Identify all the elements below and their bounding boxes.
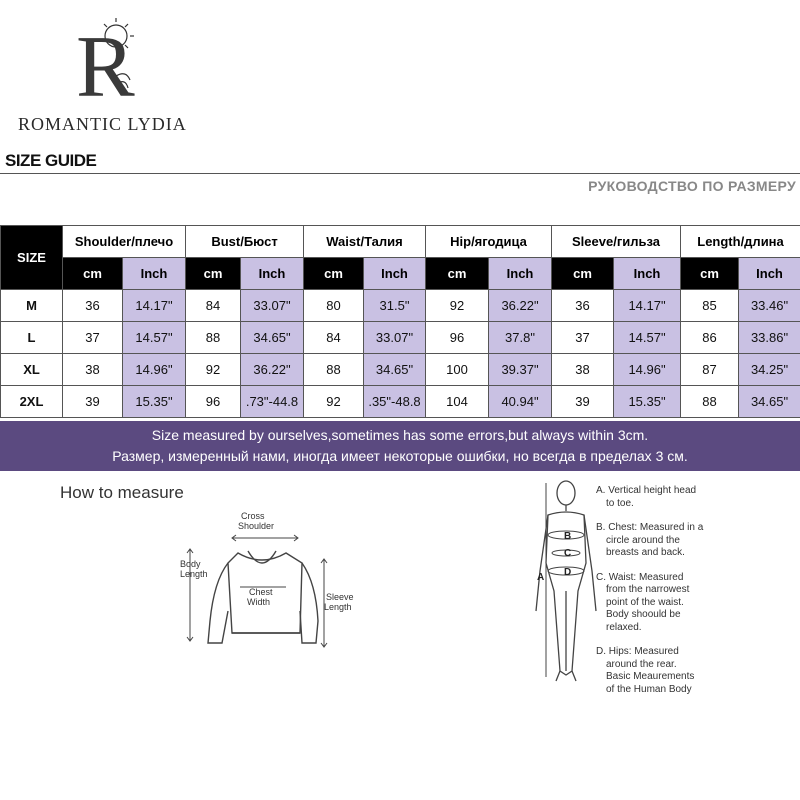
table-cell: 36.22" <box>489 290 552 322</box>
legend-item-hips <box>596 646 796 696</box>
marker-a: A <box>537 572 545 583</box>
cross-shoulder-label: Cross <box>241 511 265 521</box>
chest-width-label: Chest <box>249 587 273 597</box>
table-cell: 14.57" <box>123 322 186 354</box>
unit-header-cm: cm <box>186 258 241 290</box>
legend-line: B. Chest: Measured in a <box>596 522 704 533</box>
table-cell: 92 <box>426 290 489 322</box>
title-divider <box>0 173 800 174</box>
column-header-shoulder: Shoulder/плечо <box>63 226 186 258</box>
brand-logo <box>8 14 208 134</box>
column-header-bust: Bust/Бюст <box>186 226 304 258</box>
table-cell: 34.65" <box>241 322 304 354</box>
unit-header-inch: Inch <box>123 258 186 290</box>
row-size-label: 2XL <box>1 386 63 418</box>
legend-line: from the narrowest <box>606 584 690 595</box>
unit-header-inch: Inch <box>739 258 800 290</box>
size-table-body <box>1 290 800 418</box>
legend-item-chest <box>596 522 796 560</box>
table-cell: 36 <box>552 290 614 322</box>
legend-item-waist <box>596 572 796 635</box>
note-russian: Размер, измеренный нами, иногда имеет некоторые ошибки, но всегда в пределах 3 см. <box>112 448 688 464</box>
table-cell: 39 <box>63 386 123 418</box>
table-cell: 14.96" <box>614 354 681 386</box>
table-cell: 34.25" <box>739 354 800 386</box>
table-row <box>1 322 800 354</box>
measurement-legend <box>596 485 796 708</box>
table-cell: 104 <box>426 386 489 418</box>
legend-line: to toe. <box>606 497 634 509</box>
legend-line: point of the waist. <box>606 596 684 608</box>
size-table <box>0 225 800 418</box>
legend-line: Basic Meaurements <box>606 671 695 682</box>
sleeve-length-label: Length <box>324 602 352 612</box>
unit-header-cm: cm <box>681 258 739 290</box>
marker-b: B <box>564 531 572 542</box>
size-column-header: SIZE <box>1 226 63 290</box>
body-length-label: Body <box>180 559 201 569</box>
unit-header-cm: cm <box>304 258 364 290</box>
table-cell: 37.8" <box>489 322 552 354</box>
table-cell: 40.94" <box>489 386 552 418</box>
body-length-label: Length <box>180 569 208 579</box>
table-cell: 33.07" <box>241 290 304 322</box>
measurement-note-banner <box>0 421 800 471</box>
table-row <box>1 290 800 322</box>
table-cell: 39.37" <box>489 354 552 386</box>
table-cell: 37 <box>63 322 123 354</box>
column-header-waist: Waist/Талия <box>304 226 426 258</box>
table-cell: 38 <box>552 354 614 386</box>
legend-line: relaxed. <box>606 621 642 633</box>
how-to-measure-section <box>0 471 800 800</box>
table-row <box>1 354 800 386</box>
column-header-length: Length/длина <box>681 226 800 258</box>
table-cell: 14.96" <box>123 354 186 386</box>
table-cell: 100 <box>426 354 489 386</box>
table-cell: 96 <box>186 386 241 418</box>
table-cell: 31.5" <box>364 290 426 322</box>
table-cell: 92 <box>304 386 364 418</box>
legend-line: circle around the <box>606 534 680 546</box>
cross-shoulder-label: Shoulder <box>238 521 275 531</box>
table-cell: .35"-48.8 <box>364 386 426 418</box>
sleeve-length-label: Sleeve <box>326 592 354 602</box>
marker-d: D <box>564 567 572 578</box>
table-cell: 88 <box>186 322 241 354</box>
legend-item-height <box>596 485 796 510</box>
table-cell: 33.07" <box>364 322 426 354</box>
table-cell: 34.65" <box>364 354 426 386</box>
table-cell: 92 <box>186 354 241 386</box>
brand-name: ROMANTIC LYDIA <box>18 114 187 134</box>
page-title: SIZE GUIDE <box>5 151 97 170</box>
table-cell: 88 <box>681 386 739 418</box>
legend-line: D. Hips: Measured <box>596 646 679 657</box>
table-cell: 14.17" <box>123 290 186 322</box>
table-cell: 15.35" <box>123 386 186 418</box>
table-cell: 33.86" <box>739 322 800 354</box>
table-cell: 80 <box>304 290 364 322</box>
unit-header-inch: Inch <box>364 258 426 290</box>
marker-c: C <box>564 548 572 559</box>
unit-header-inch: Inch <box>614 258 681 290</box>
table-cell: 14.57" <box>614 322 681 354</box>
unit-header-inch: Inch <box>241 258 304 290</box>
table-cell: 15.35" <box>614 386 681 418</box>
table-cell: 34.65" <box>739 386 800 418</box>
legend-line: of the Human Body <box>606 683 692 695</box>
table-cell: 86 <box>681 322 739 354</box>
human-body-illustration <box>536 481 596 681</box>
legend-line: Body shoould be <box>606 609 681 620</box>
table-cell: 38 <box>63 354 123 386</box>
row-size-label: XL <box>1 354 63 386</box>
table-row <box>1 386 800 418</box>
table-cell: 37 <box>552 322 614 354</box>
table-cell: 36.22" <box>241 354 304 386</box>
table-cell: 84 <box>304 322 364 354</box>
table-cell: 85 <box>681 290 739 322</box>
table-cell: .73"-44.8 <box>241 386 304 418</box>
legend-line: around the rear. <box>606 658 677 670</box>
table-cell: 14.17" <box>614 290 681 322</box>
unit-header-cm: cm <box>63 258 123 290</box>
column-header-hip: Hip/ягодица <box>426 226 552 258</box>
how-to-measure-title: How to measure <box>60 483 184 502</box>
table-cell: 84 <box>186 290 241 322</box>
table-cell: 33.46" <box>739 290 800 322</box>
unit-header-cm: cm <box>552 258 614 290</box>
table-cell: 39 <box>552 386 614 418</box>
chest-width-label: Width <box>247 597 271 607</box>
legend-line: C. Waist: Measured <box>596 571 684 583</box>
unit-header-cm: cm <box>426 258 489 290</box>
legend-line: breasts and back. <box>606 547 685 558</box>
table-cell: 96 <box>426 322 489 354</box>
table-cell: 88 <box>304 354 364 386</box>
table-cell: 87 <box>681 354 739 386</box>
table-cell: 36 <box>63 290 123 322</box>
row-size-label: L <box>1 322 63 354</box>
note-english: Size measured by ourselves,sometimes has some errors,but always within 3cm. <box>151 427 649 443</box>
column-header-sleeve: Sleeve/гильза <box>552 226 681 258</box>
brand-monogram-logo <box>70 14 150 104</box>
row-size-label: M <box>1 290 63 322</box>
monogram-letter: R <box>76 19 135 104</box>
legend-line: A. Vertical height head <box>596 485 697 496</box>
page-title-ru: РУКОВОДСТВО ПО РАЗМЕРУ <box>588 178 796 194</box>
unit-header-inch: Inch <box>489 258 552 290</box>
